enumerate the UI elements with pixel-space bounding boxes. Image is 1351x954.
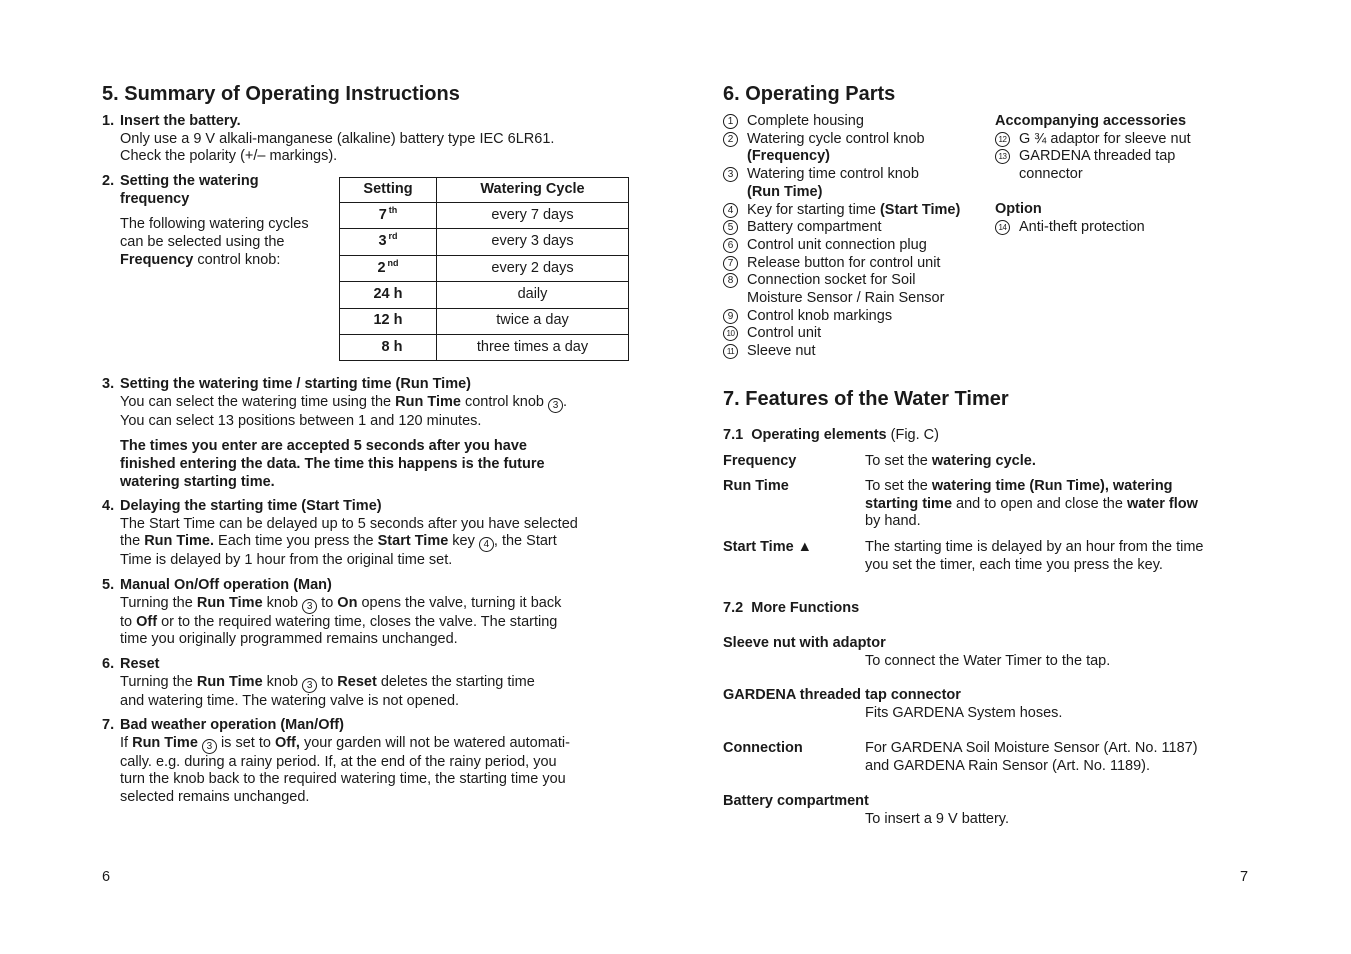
feature-battery-compartment: Battery compartment To insert a 9 V battery. xyxy=(723,793,1009,827)
circled-3-icon: 3 xyxy=(302,678,317,693)
circled-4-icon: 4 xyxy=(479,537,494,552)
feature-tap-connector: GARDENA threaded tap connector Fits GARDENA System hoses. xyxy=(723,687,1063,721)
accessories-title: Accompanying accessories xyxy=(995,113,1187,129)
instruction-4: 4. Delaying the starting time (Start Time) The Start Time can be delayed up to 5 seconds after you have selected the Run Time. Each time you press the Start Time key 4 , the Start Time is delayed by 1 hour from the original time set. xyxy=(102,498,578,569)
feature-sleeve-nut: Sleeve nut with adaptor To connect the Water Timer to the tap. xyxy=(723,635,1111,669)
circled-13-icon: 13 xyxy=(995,149,1010,164)
instruction-3: 3. Setting the watering time / starting time (Run Time) You can select the watering time using the Run Time control knob 3 . You can select 13 positions between 1 and 120 minutes. The times you enter are accepted 5 seconds after you have finished entering the data. The time this happens is the future watering starting time. xyxy=(102,376,568,490)
list-item: 13 GARDENA threaded tap connector xyxy=(995,148,1191,183)
instruction-1: 1. Insert the battery. Only use a 9 V alkali-manganese (alkaline) battery type IEC 6LR61. Check the polarity (+/– markings). xyxy=(102,113,632,166)
circled-12-icon: 12 xyxy=(995,132,1010,147)
list-item: 1 Complete housing xyxy=(723,113,960,131)
list-item: 9 Control knob markings xyxy=(723,308,960,326)
table-row: 12 h twice a day xyxy=(340,308,629,334)
section-6-heading: 6. Operating Parts xyxy=(723,83,896,105)
table-header-setting: Setting xyxy=(340,178,437,203)
circled-8-icon: 8 xyxy=(723,273,738,288)
subsection-7-1: 7.1 Operating elements (Fig. C) xyxy=(723,427,939,443)
list-item: 14 Anti-theft protection xyxy=(995,219,1191,237)
operating-parts-list xyxy=(723,113,960,361)
list-item: 7 Release button for control unit xyxy=(723,255,960,273)
circled-3-icon: 3 xyxy=(548,398,563,413)
circled-3-icon: 3 xyxy=(302,599,317,614)
table-row: 8 h three times a day xyxy=(340,334,629,360)
circled-5-icon: 5 xyxy=(723,220,738,235)
list-item: 5 Battery compartment xyxy=(723,219,960,237)
list-item: 4 Key for starting time (Start Time) xyxy=(723,202,960,220)
circled-3-icon: 3 xyxy=(723,167,738,182)
table-row: 3 $^{rd}$ every 3 days xyxy=(340,229,629,255)
table-row: 2 $^{nd}$ every 2 days xyxy=(340,255,629,281)
instruction-7: 7. Bad weather operation (Man/Off) If Run Time 3 is set to Off, your garden will not be watered automati- cally. e.g. during a rainy period. If, at the end of the rainy period, you turn the knob back to the required watering time, the starting time you selected remains unchanged. xyxy=(102,717,570,806)
circled-14-icon: 14 xyxy=(995,220,1010,235)
table-row: 24 h daily xyxy=(340,282,629,308)
circled-10-icon: 10 xyxy=(723,326,738,341)
circled-7-icon: 7 xyxy=(723,256,738,271)
section-7-heading: 7. Features of the Water Timer xyxy=(723,388,1009,410)
list-item: 8 Connection socket for Soil Moisture Sensor / Rain Sensor xyxy=(723,272,960,307)
instruction-5: 5. Manual On/Off operation (Man) Turning the Run Time knob 3 to On opens the valve, turning it back to Off or to the required watering time, closes the valve. The starting time you originally programmed remains unchanged. xyxy=(102,577,562,648)
page-number-left: 6 xyxy=(102,869,111,885)
table-header-cycle: Watering Cycle xyxy=(437,178,629,203)
instruction-2: 2. Setting the watering frequency The following watering cycles can be selected using the Frequency control knob: xyxy=(102,173,309,268)
watering-cycle-table xyxy=(339,177,629,361)
circled-3-icon: 3 xyxy=(202,739,217,754)
table-row: 7 $^{th}$ every 7 days xyxy=(340,203,629,229)
accessories-list xyxy=(995,113,1191,236)
circled-11-icon: 11 xyxy=(723,344,738,359)
page-number-right: 7 xyxy=(1240,869,1249,885)
section-5-heading: 5. Summary of Operating Instructions xyxy=(102,83,460,105)
list-item: 11 Sleeve nut xyxy=(723,343,960,361)
subsection-7-2: 7.2 More Functions xyxy=(723,600,860,616)
circled-9-icon: 9 xyxy=(723,309,738,324)
instruction-1-title: Insert the battery. xyxy=(120,113,241,129)
option-title: Option xyxy=(995,200,1042,217)
list-item: 2 Watering cycle control knob (Frequency) xyxy=(723,131,960,166)
list-item: 12 G ¾ adaptor for sleeve nut xyxy=(995,131,1191,149)
list-item: 10 Control unit xyxy=(723,325,960,343)
circled-6-icon: 6 xyxy=(723,238,738,253)
circled-4-icon: 4 xyxy=(723,203,738,218)
list-item: 3 Watering time control knob (Run Time) xyxy=(723,166,960,201)
circled-2-icon: 2 xyxy=(723,132,738,147)
list-item: 6 Control unit connection plug xyxy=(723,237,960,255)
instruction-6: 6. Reset Turning the Run Time knob 3 to Reset deletes the starting time and watering time. The watering valve is not opened. xyxy=(102,656,535,709)
circled-1-icon: 1 xyxy=(723,114,738,129)
